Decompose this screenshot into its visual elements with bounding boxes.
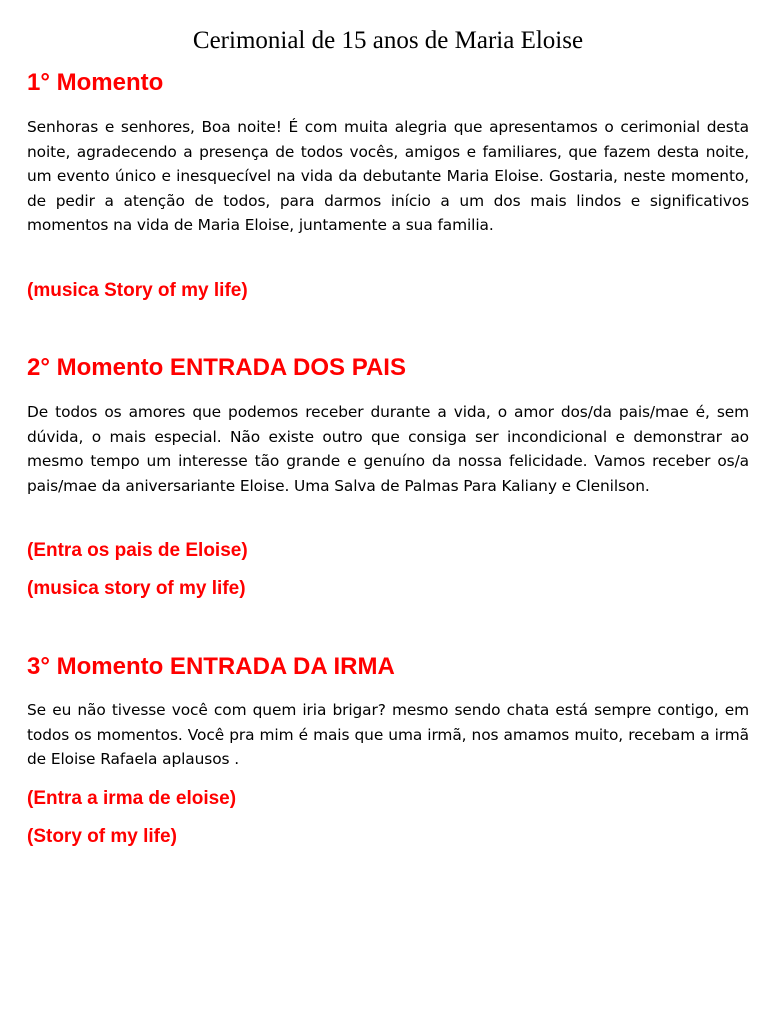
section-3-cue-music: (Story of my life) [27, 826, 177, 847]
section-2-heading: 2° Momento ENTRADA DOS PAIS [27, 354, 406, 381]
section-3-heading: 3° Momento ENTRADA DA IRMA [27, 653, 395, 680]
section-2-cue-entrance: (Entra os pais de Eloise) [27, 540, 248, 561]
section-2-paragraph: De todos os amores que podemos receber durante a vida, o amor dos/da pais/mae é, sem dúvida, o mais especial. Não existe outro que consiga ser incondicional e demonstrar ao mesmo tempo um interesse tão grande e genuíno da nossa felicidade. Vamos receber os/a pais/mae da aniversariante Eloise. Uma Salva de Palmas Para Kaliany e Clenilson. [27, 403, 749, 495]
section-3-cue-entrance: (Entra a irma de eloise) [27, 788, 237, 809]
section-1-heading: 1° Momento [27, 69, 164, 96]
section-1-cue-music: (musica Story of my life) [27, 280, 248, 301]
section-1-paragraph: Senhoras e senhores, Boa noite! É com muita alegria que apresentamos o cerimonial desta noite, agradecendo a presença de todos vocês, amigos e familiares, que fazem desta noite, um evento único e inesquecível na vida da debutante Maria Eloise. Gostaria, neste momento, de pedir a atenção de todos, para darmos início a um dos mais lindos e significativos momentos na vida de Maria Eloise, juntamente a sua familia. [27, 118, 749, 234]
section-3-paragraph: Se eu não tivesse você com quem iria brigar? mesmo sendo chata está sempre contigo, em todos os momentos. Você pra mim é mais que uma irmã, nos amamos muito, recebam a irmã de Eloise Rafaela aplausos . [27, 701, 749, 768]
document-title: Cerimonial de 15 anos de Maria Eloise [192, 27, 584, 54]
section-2-cue-music: (musica story of my life) [27, 578, 246, 599]
